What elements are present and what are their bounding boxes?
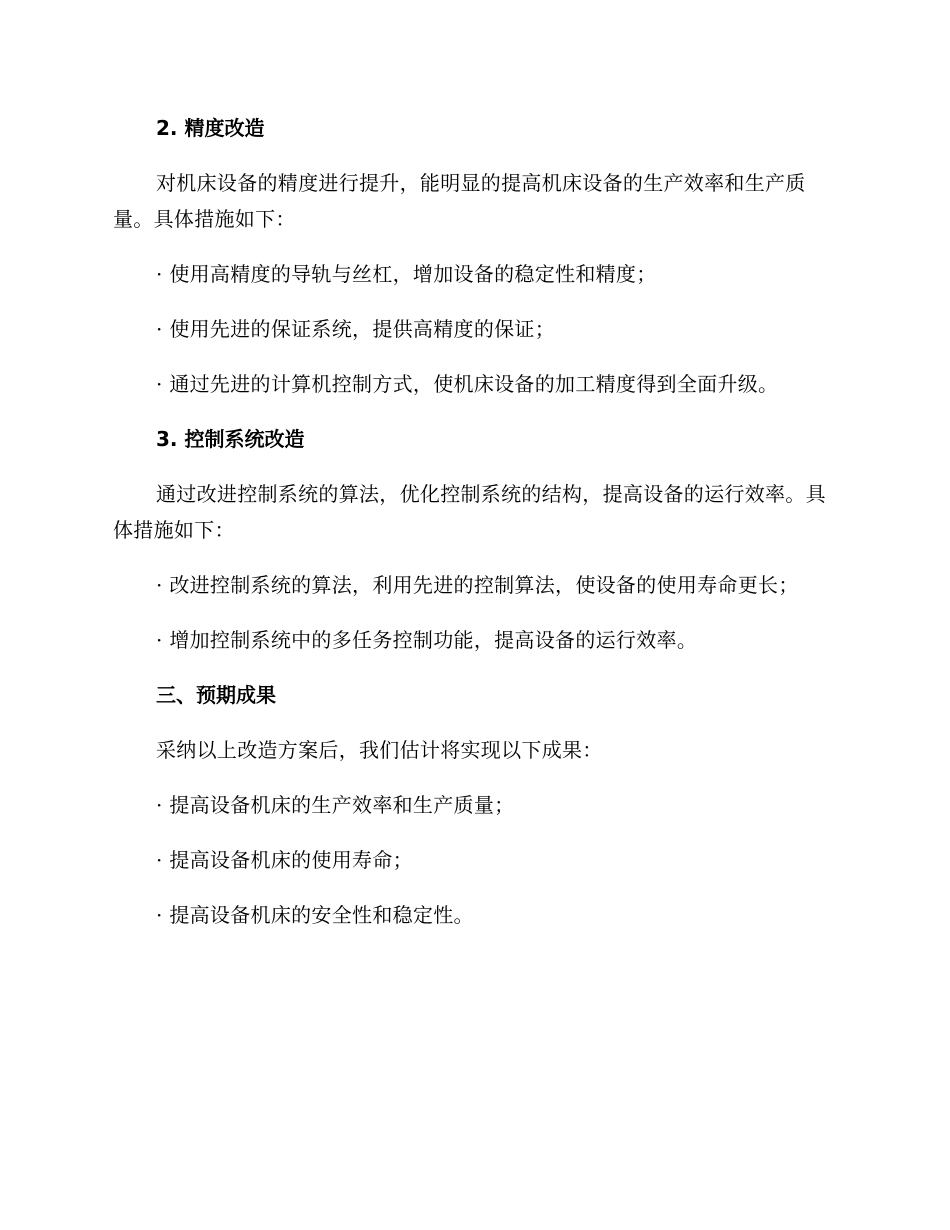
document-body (113, 110, 833, 952)
section-intro: 通过改进控制系统的算法，优化控制系统的结构，提高设备的运行效率。具体措施如下： (113, 482, 826, 542)
bullet-item: · 改进控制系统的算法，利用先进的控制算法，使设备的使用寿命更长； (156, 573, 799, 597)
section-intro: 对机床设备的精度进行提升，能明显的提高机床设备的生产效率和生产质量。具体措施如下： (113, 171, 806, 231)
bullet-item: · 提高设备机床的使用寿命； (156, 848, 413, 872)
section-intro: 采纳以上改造方案后，我们估计将实现以下成果： (156, 738, 603, 762)
bullet-item: · 使用先进的保证系统，提供高精度的保证； (156, 317, 556, 341)
section-heading: 2. 精度改造 (156, 116, 265, 140)
bullet-item: · 增加控制系统中的多任务控制功能，提高设备的运行效率。 (156, 628, 698, 652)
bullet-item: · 提高设备机床的生产效率和生产质量； (156, 793, 515, 817)
section-precision (113, 110, 833, 402)
section-heading: 三、预期成果 (156, 683, 276, 707)
bullet-item: · 使用高精度的导轨与丝杠，增加设备的稳定性和精度； (156, 262, 657, 286)
section-expected-results (113, 677, 833, 933)
section-heading: 3. 控制系统改造 (156, 427, 305, 451)
bullet-item: · 通过先进的计算机控制方式，使机床设备的加工精度得到全面升级。 (156, 372, 779, 396)
section-control-system (113, 421, 833, 658)
bullet-item: · 提高设备机床的安全性和稳定性。 (156, 903, 474, 927)
